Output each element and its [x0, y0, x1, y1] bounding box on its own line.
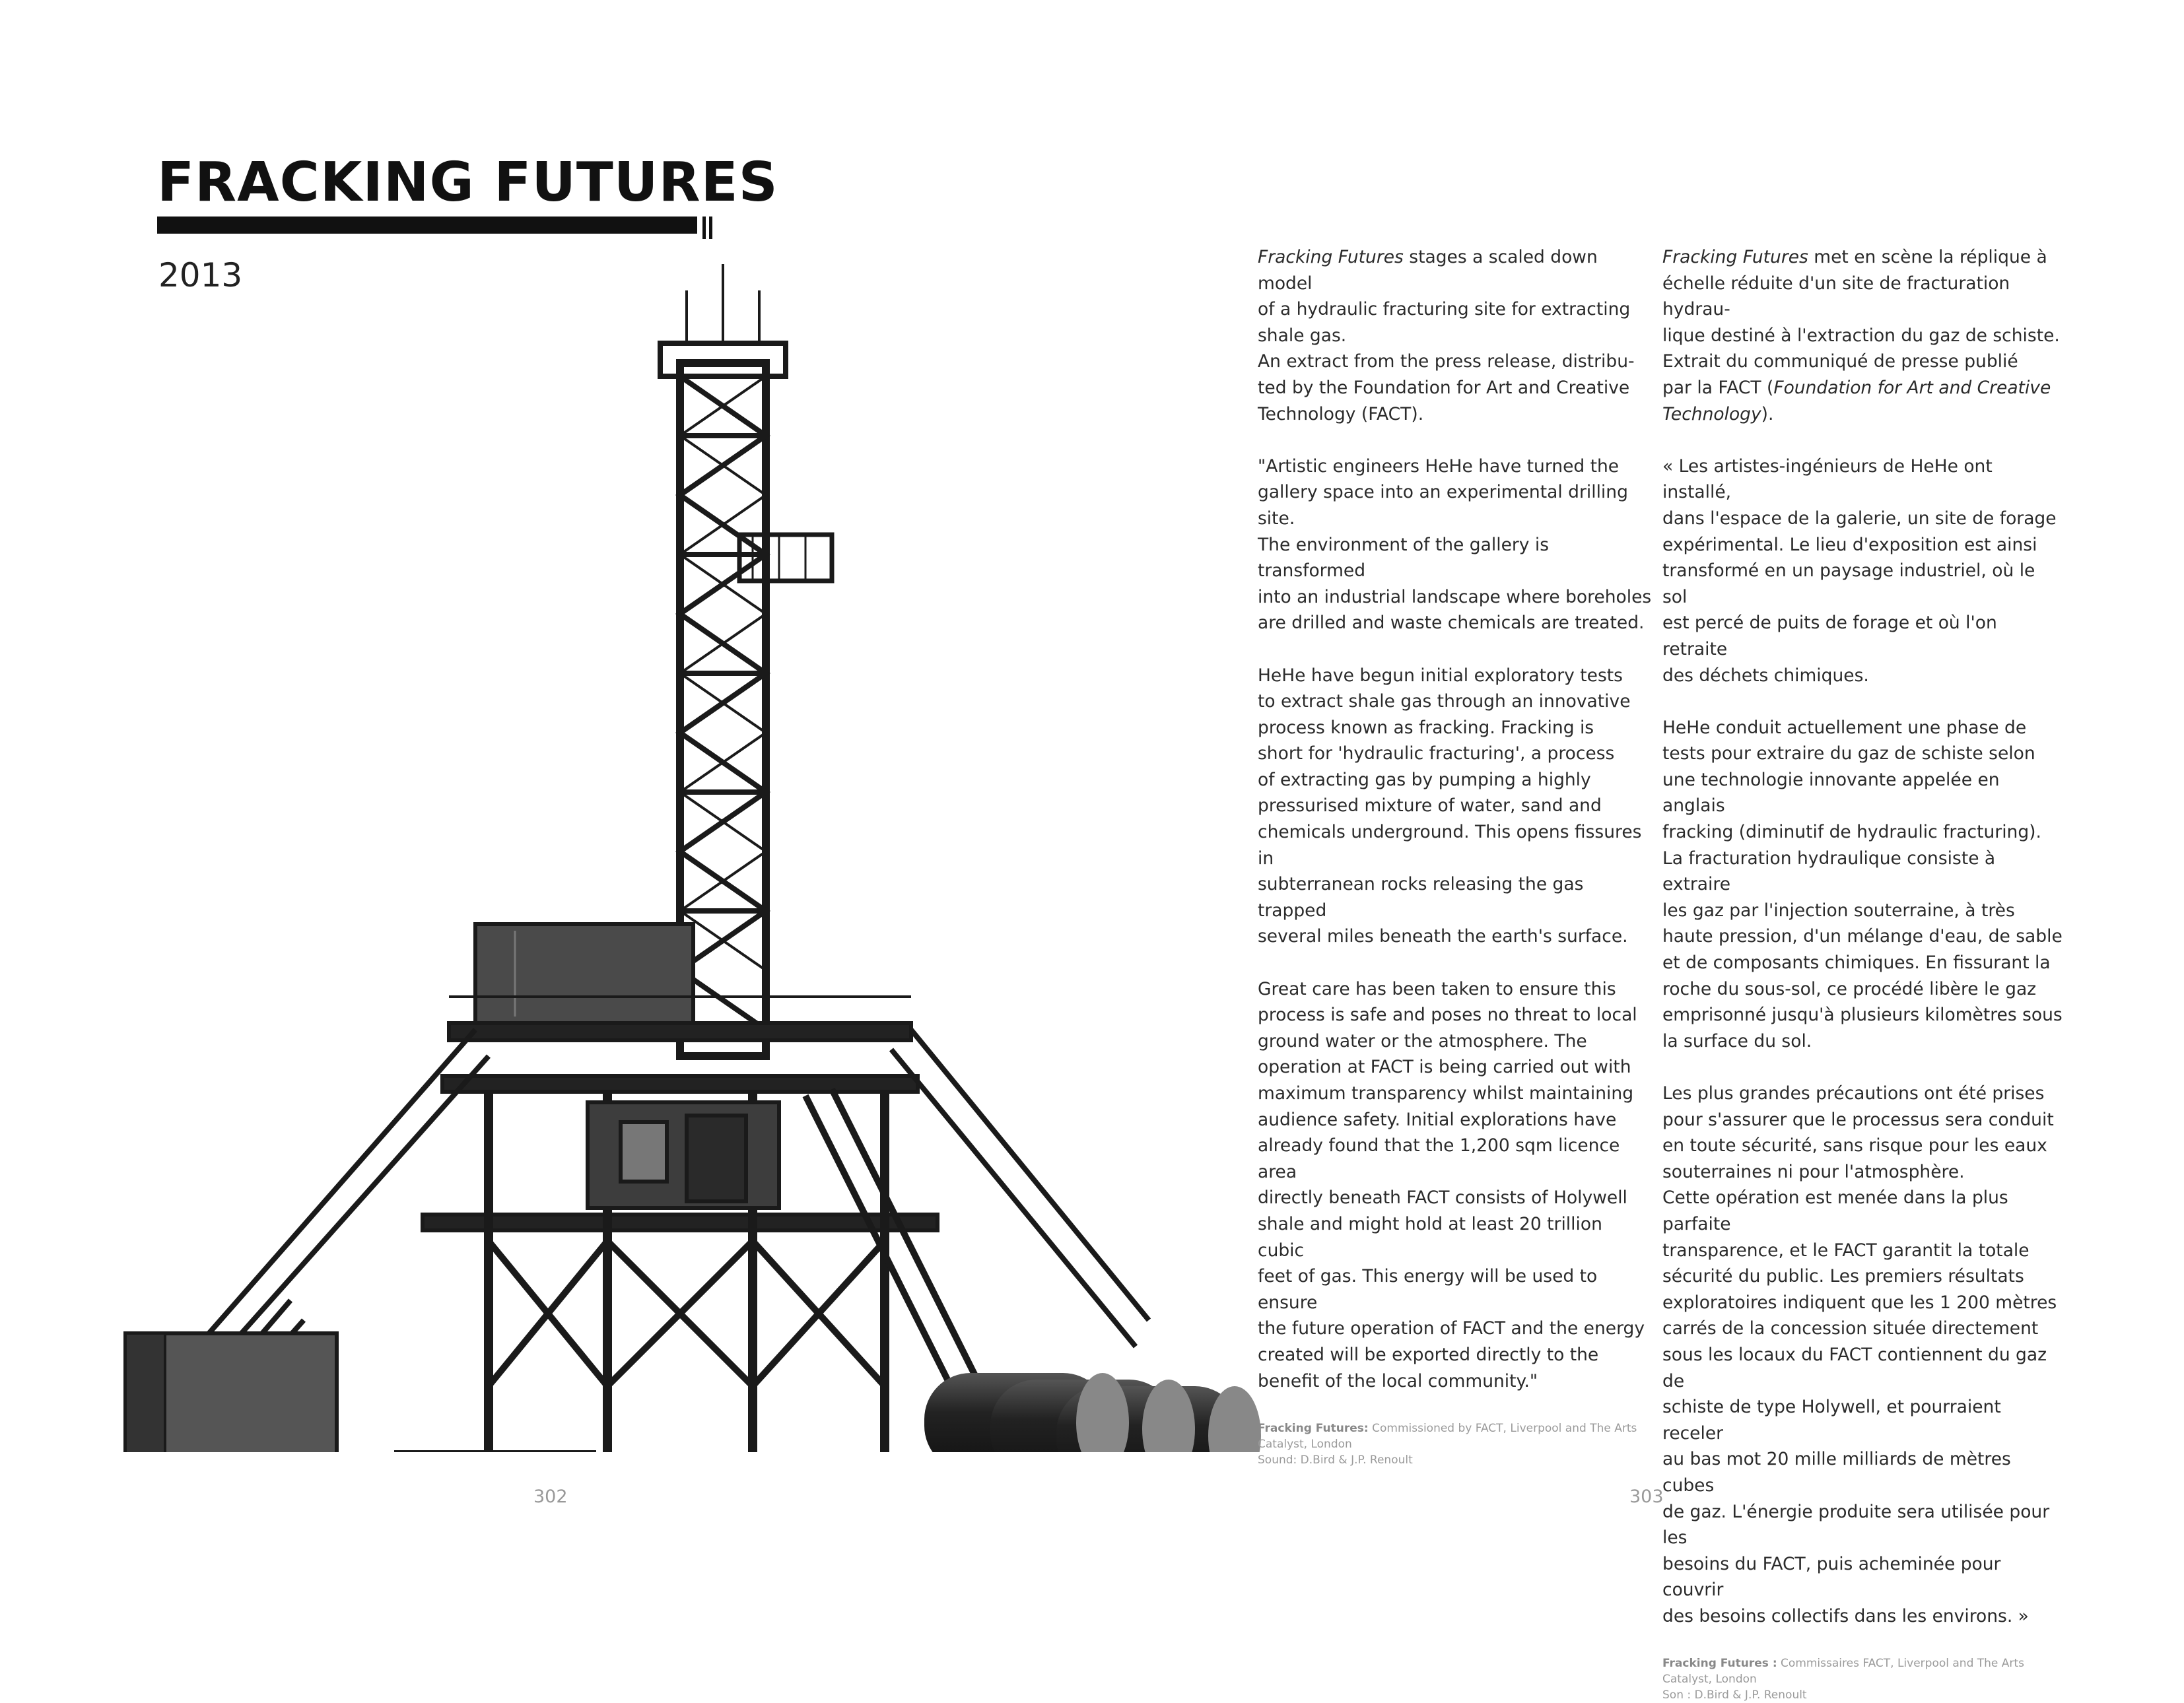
title-bar-tick: [709, 217, 712, 239]
french-paragraph-1: « Les artistes-ingénieurs de HeHe ont installé, dans l'espace de la galerie, un site de forage expérimental. Le lieu d'exposition est ainsi transformé en un paysage industriel, où le sol est percé de puits de forage et où l'on retraite des déchets chimiques.: [1662, 455, 2057, 686]
english-intro: Fracking Futures stages a scaled down model of a hydraulic fracturing site for extracting shale gas. An extract from the press release, distribu- ted by the Foundation for Art and Creative Technology (FACT).: [1258, 247, 1635, 424]
english-text-column: [1258, 244, 1654, 1468]
page-number-right: 303: [1629, 1486, 1664, 1507]
english-paragraph-3: Great care has been taken to ensure this process is safe and poses no threat to local ground water or the atmosphere. The operation at FACT is being carried out with maximum transparency whilst maintaining audience safety. Initial explorations have already found that the 1,200 sqm licence area directly beneath FACT consists of Holywell shale and might hold at least 20 trillion cubic feet of gas. This energy will be used to ensure the future operation of FACT and the energy created will be exported directly to the benefit of the local community.": [1258, 978, 1645, 1391]
drilling-rig-illustration: [26, 264, 1281, 1452]
title-bar-tick: [702, 217, 706, 239]
main-platform: [423, 1076, 938, 1452]
french-text-column: [1662, 244, 2065, 1703]
french-intro: Fracking Futures met en scène la réplique à échelle réduite d'un site de fracturation hydrau- lique destiné à l'extraction du gaz de schiste. Extrait du communiqué de presse publié par la FACT (Foundation for Art and Creative Technology).: [1662, 247, 2060, 424]
storage-tanks: [924, 1373, 1261, 1452]
upper-deck: [449, 924, 911, 1040]
intro-italic-title: Fracking Futures: [1258, 247, 1404, 267]
english-paragraph-1: "Artistic engineers HeHe have turned the gallery space into an experimental drilling site. The environment of the gallery is transformed into an industrial landscape where boreholes are drilled and waste chemicals are treated.: [1258, 455, 1652, 634]
page-number-left: 302: [533, 1486, 568, 1507]
english-paragraph-2: HeHe have begun initial exploratory tests to extract shale gas through an innovative process known as fracking. Fracking is short for 'hydraulic fracturing', a process of extracting gas by pumping a highly pressurised mixture of water, sand and chemicals underground. This opens fissures in subterranean rocks releasing the gas trapped several miles beneath the earth's surface.: [1258, 665, 1642, 947]
page-title: FRACKING FUTURES: [157, 151, 778, 214]
french-paragraph-3: Les plus grandes précautions ont été prises pour s'assurer que le processus sera conduit en toute sécurité, sans risque pour les eaux souterraines ni pour l'atmosphère. Cette opération est menée dans la plus parfaite transparence, et le FACT garantit la totale sécurité du public. Les premiers résultats exploratoires indiquent que les 1 200 mètres carrés de la concession située directement sous les locaux du FACT contiennent du gaz de schiste de type Holywell, et pourraient receler au bas mot 20 mille milliards de mètres cubes de gaz. L'énergie produite sera utilisée pour les besoins du FACT, puis acheminée pour couvrir des besoins collectifs dans les environs. »: [1662, 1083, 2057, 1626]
year-label: 2013: [158, 256, 243, 294]
english-credits: Fracking Futures: Commissioned by FACT, Liverpool and The Arts Catalyst, London Sound: D.Bird & J.P. Renoult: [1258, 1421, 1637, 1467]
french-paragraph-2: HeHe conduit actuellement une phase de tests pour extraire du gaz de schiste selon une technologie innovante appelée en anglais fracking (diminutif de hydraulic fracturing). La fracturation hydraulique consiste à extraire les gaz par l'injection souterraine, à très haute pression, d'un mélange d'eau, de sable et de composants chimiques. En fissurant la roche du sous-sol, ce procédé libère le gaz emprisonné jusqu'à plusieurs kilomètres sous la surface du sol.: [1662, 717, 2063, 1052]
title-underline-bar: [157, 217, 697, 234]
french-credits: Fracking Futures : Commissaires FACT, Liverpool and The Arts Catalyst, London Son : D.Bird & J.P. Renoult: [1662, 1657, 2024, 1702]
